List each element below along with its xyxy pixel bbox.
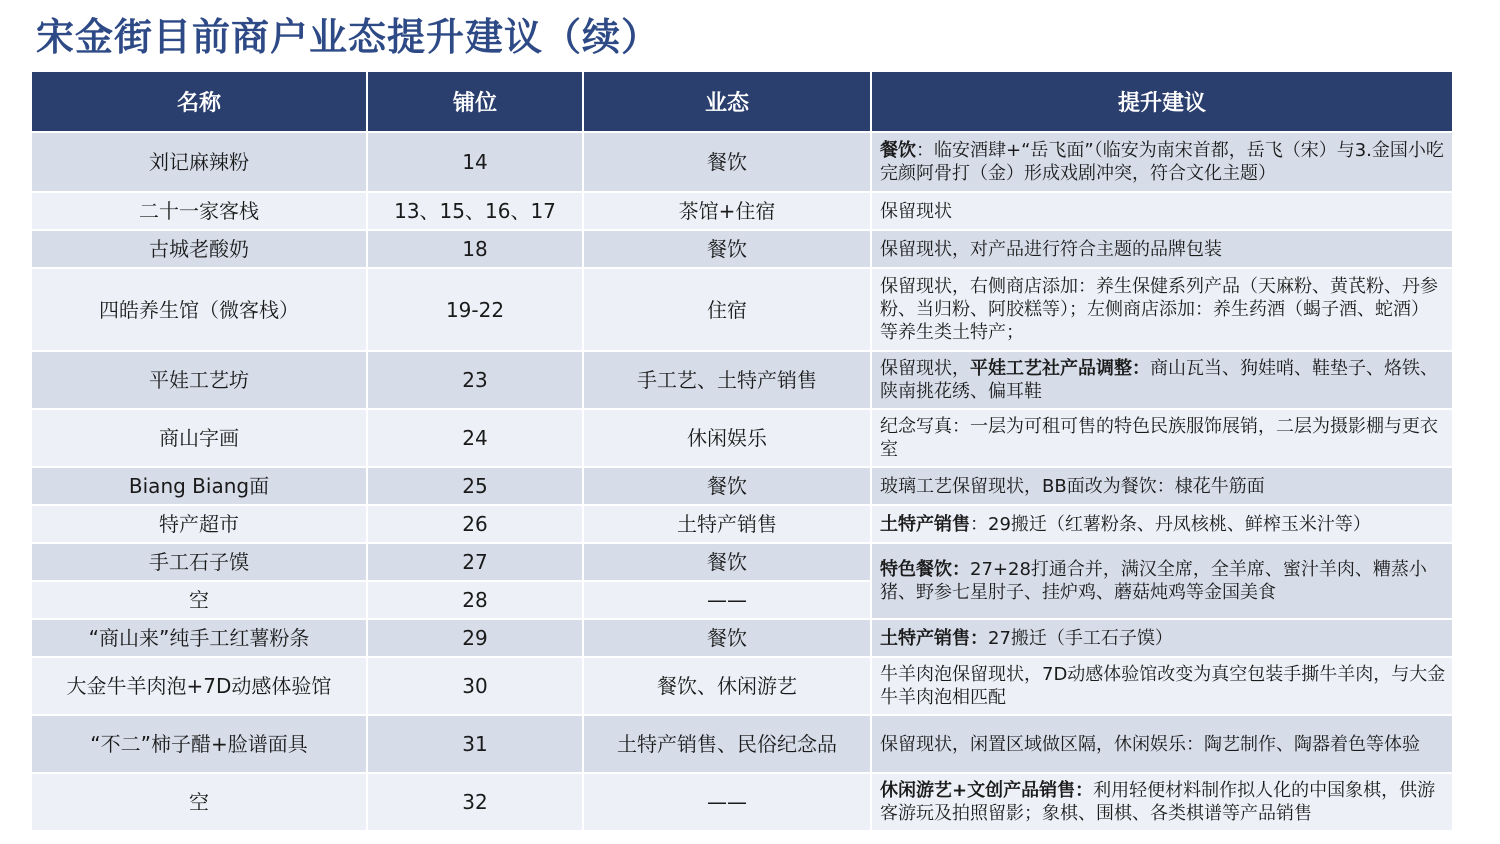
table-row <box>31 192 1453 230</box>
cell-name: 特产超市 <box>31 505 367 543</box>
advice-bold: 餐饮 <box>880 140 916 161</box>
cell-name: 商山字画 <box>31 409 367 467</box>
cell-type: 餐饮 <box>583 467 871 505</box>
cell-advice <box>871 230 1453 268</box>
advice-text: 保留现状，闲置区域做区隔，休闲娱乐：陶艺制作、陶器着色等体验 <box>880 733 1420 755</box>
cell-stall: 29 <box>367 619 583 657</box>
cell-stall: 13、15、16、17 <box>367 192 583 230</box>
advice-text: 27+28打通合并，满汉全席，全羊席、蜜汁羊肉、糟蒸小猪、野参七星肘子、挂炉鸡、蘑菇炖鸡等金国美食 <box>880 559 1427 603</box>
cell-type: 餐饮 <box>583 230 871 268</box>
advice-bold: 特色餐饮： <box>880 559 970 580</box>
header-advice: 提升建议 <box>871 71 1453 132</box>
table-row <box>31 409 1453 467</box>
cell-type: 餐饮 <box>583 132 871 192</box>
table-row <box>31 351 1453 409</box>
cell-stall: 26 <box>367 505 583 543</box>
cell-type: 餐饮 <box>583 543 871 581</box>
advice-bold: 平娃工艺社产品调整： <box>970 358 1150 379</box>
merchant-table <box>30 70 1454 832</box>
advice-bold: 休闲游艺+文创产品销售： <box>880 780 1094 801</box>
cell-name: 古城老酸奶 <box>31 230 367 268</box>
cell-type: 茶馆+住宿 <box>583 192 871 230</box>
table-row <box>31 467 1453 505</box>
table-row <box>31 230 1453 268</box>
cell-stall: 31 <box>367 715 583 773</box>
advice-text: 保留现状 <box>880 200 952 222</box>
cell-advice <box>871 715 1453 773</box>
table-row <box>31 132 1453 192</box>
advice-text: 27搬迁（手工石子馍） <box>988 627 1173 649</box>
header-stall: 铺位 <box>367 71 583 132</box>
advice-pre: 保留现状， <box>880 358 970 379</box>
table-header-row <box>31 71 1453 132</box>
cell-stall: 18 <box>367 230 583 268</box>
cell-name: “不二”柿子醋+脸谱面具 <box>31 715 367 773</box>
advice-text: 纪念写真：一层为可租可售的特色民族服饰展销，二层为摄影棚与更衣室 <box>880 416 1438 460</box>
header-name: 名称 <box>31 71 367 132</box>
cell-advice <box>871 351 1453 409</box>
table-row <box>31 268 1453 351</box>
cell-name: 刘记麻辣粉 <box>31 132 367 192</box>
advice-text: 保留现状，对产品进行符合主题的品牌包装 <box>880 238 1222 260</box>
table-row <box>31 543 1453 581</box>
cell-name: 二十一家客栈 <box>31 192 367 230</box>
advice-text: 保留现状，右侧商店添加：养生保健系列产品（天麻粉、黄芪粉、丹参粉、当归粉、阿胶糕等）；左侧商店添加：养生药酒（蝎子酒、蛇酒）等养生类土特产； <box>880 276 1438 343</box>
page-title: 宋金街目前商户业态提升建议（续） <box>36 15 661 59</box>
cell-type: 餐饮 <box>583 619 871 657</box>
cell-stall: 25 <box>367 467 583 505</box>
cell-advice <box>871 543 1453 619</box>
table-row <box>31 505 1453 543</box>
advice-text: ：临安酒肆+“岳飞面”（临安为南宋首都，岳飞（宋）与3.金国小吃完颜阿骨打（金）形成戏剧冲突，符合文化主题） <box>880 140 1444 184</box>
cell-stall: 27 <box>367 543 583 581</box>
cell-type: 住宿 <box>583 268 871 351</box>
cell-stall: 32 <box>367 773 583 831</box>
cell-advice <box>871 132 1453 192</box>
cell-advice <box>871 773 1453 831</box>
cell-stall: 24 <box>367 409 583 467</box>
cell-advice <box>871 467 1453 505</box>
table-row <box>31 773 1453 831</box>
advice-text: 牛羊肉泡保留现状，7D动感体验馆改变为真空包装手撕牛羊肉，与大金牛羊肉泡相匹配 <box>880 664 1446 708</box>
advice-text: ：29搬迁（红薯粉条、丹凤核桃、鲜榨玉米汁等） <box>970 513 1371 535</box>
cell-name: 四皓养生馆（微客栈） <box>31 268 367 351</box>
cell-advice <box>871 268 1453 351</box>
cell-type: 土特产销售、民俗纪念品 <box>583 715 871 773</box>
cell-name: 大金牛羊肉泡+7D动感体验馆 <box>31 657 367 715</box>
cell-name: 平娃工艺坊 <box>31 351 367 409</box>
table-row <box>31 657 1453 715</box>
table-row <box>31 715 1453 773</box>
advice-bold: 土特产销售： <box>880 627 988 649</box>
cell-type: —— <box>583 581 871 619</box>
cell-type: —— <box>583 773 871 831</box>
advice-text: 商山瓦当、狗娃哨、鞋垫子、烙铁、陕南挑花绣、偏耳鞋 <box>880 358 1438 402</box>
cell-type: 休闲娱乐 <box>583 409 871 467</box>
cell-type: 土特产销售 <box>583 505 871 543</box>
cell-advice <box>871 505 1453 543</box>
cell-advice <box>871 192 1453 230</box>
cell-name: 空 <box>31 581 367 619</box>
advice-text: 利用轻便材料制作拟人化的中国象棋，供游客游玩及拍照留影；象棋、围棋、各类棋谱等产品销售 <box>880 780 1436 824</box>
cell-name: Biang Biang面 <box>31 467 367 505</box>
cell-advice <box>871 409 1453 467</box>
header-type: 业态 <box>583 71 871 132</box>
cell-stall: 23 <box>367 351 583 409</box>
cell-type: 手工艺、土特产销售 <box>583 351 871 409</box>
advice-text: 玻璃工艺保留现状，BB面改为餐饮：棣花牛筋面 <box>880 475 1265 497</box>
advice-bold: 土特产销售 <box>880 513 970 535</box>
cell-name: 空 <box>31 773 367 831</box>
cell-stall: 30 <box>367 657 583 715</box>
cell-stall: 28 <box>367 581 583 619</box>
cell-name: 手工石子馍 <box>31 543 367 581</box>
cell-stall: 14 <box>367 132 583 192</box>
cell-type: 餐饮、休闲游艺 <box>583 657 871 715</box>
cell-name: “商山来”纯手工红薯粉条 <box>31 619 367 657</box>
cell-stall: 19-22 <box>367 268 583 351</box>
cell-advice <box>871 619 1453 657</box>
cell-advice <box>871 657 1453 715</box>
table-row <box>31 619 1453 657</box>
